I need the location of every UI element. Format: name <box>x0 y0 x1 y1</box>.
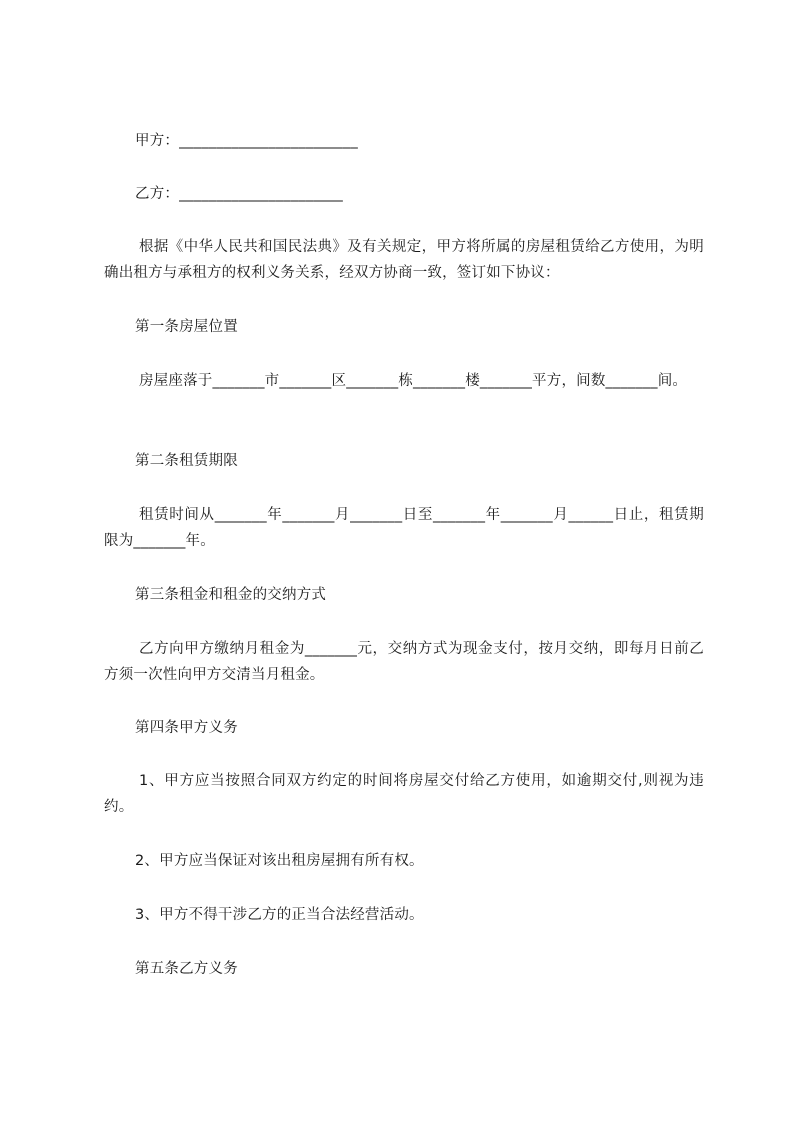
article-4-item-2: 2、甲方应当保证对该出租房屋拥有所有权。 <box>135 853 424 869</box>
article-1-body: 房屋座落于_______市_______区_______栋_______楼_______平方，间数_______间。 <box>139 373 688 389</box>
party-b-line: 乙方：______________________ <box>135 186 343 202</box>
article-2-title: 第二条租赁期限 <box>135 453 238 469</box>
article-4-item-1: 1、甲方应当按照合同双方约定的时间将房屋交付给乙方使用，如逾期交付,则视为违约。 <box>104 773 704 815</box>
article-5-title: 第五条乙方义务 <box>135 961 238 977</box>
article-4-item-3: 3、甲方不得干涉乙方的正当合法经营活动。 <box>135 907 424 923</box>
article-4-title: 第四条甲方义务 <box>135 720 238 736</box>
intro-paragraph: 根据《中华人民共和国民法典》及有关规定，甲方将所属的房屋租赁给乙方使用，为明确出租方与承租方的权利义务关系，经双方协商一致，签订如下协议： <box>104 239 704 281</box>
article-3-body: 乙方向甲方缴纳月租金为_______元，交纳方式为现金支付，按月交纳，即每月日前乙方须一次性向甲方交清当月租金。 <box>104 641 704 683</box>
article-2-body: 租赁时间从_______年_______月_______日至_______年_______月______日止，租赁期限为_______年。 <box>104 507 704 549</box>
article-3-title: 第三条租金和租金的交纳方式 <box>135 587 327 603</box>
party-a-line: 甲方：________________________ <box>135 133 358 149</box>
article-1-title: 第一条房屋位置 <box>135 319 238 335</box>
